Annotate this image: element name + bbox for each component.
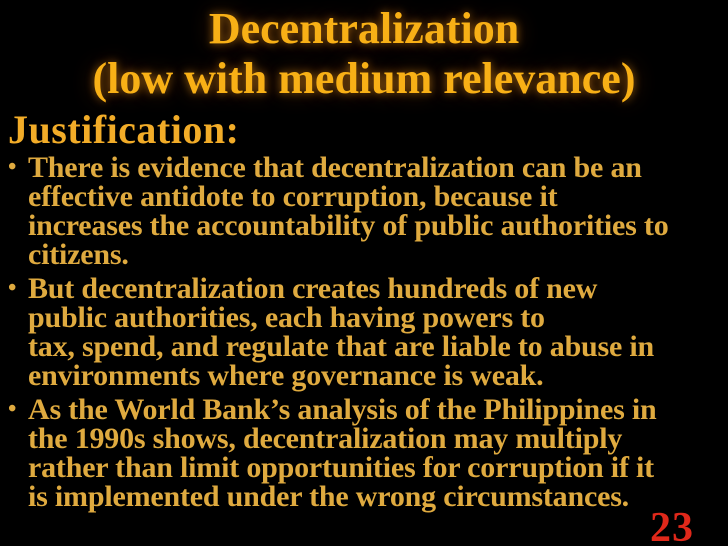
heading-justification: Justification: bbox=[8, 107, 240, 152]
bullet-text bbox=[28, 395, 728, 511]
bullet-item bbox=[0, 274, 728, 390]
bullet-line: There is evidence that decentralization can be an bbox=[28, 151, 642, 184]
bullet-line: citizens. bbox=[28, 238, 129, 271]
bullet-line: As the World Bank’s analysis of the Philippines in bbox=[28, 393, 657, 426]
bullet-line: the 1990s shows, decentralization may multiply bbox=[28, 422, 623, 455]
bullet-item bbox=[0, 153, 728, 269]
bullet-item bbox=[0, 395, 728, 511]
title-line-1: Decentralization bbox=[208, 4, 520, 53]
bullet-line: rather than limit opportunities for corruption if it bbox=[28, 451, 654, 484]
bullet-text bbox=[28, 274, 728, 390]
bullet-line: effective antidote to corruption, because it bbox=[28, 180, 558, 213]
bullet-line: is implemented under the wrong circumstances. bbox=[28, 480, 629, 513]
bullet-line: increases the accountability of public authorities to bbox=[28, 209, 669, 242]
bullet-line: tax, spend, and regulate that are liable to abuse in bbox=[28, 330, 655, 363]
bullet-line: public authorities, each having powers to bbox=[28, 301, 545, 334]
page-number: 23 bbox=[650, 505, 694, 546]
bullet-dot-icon: • bbox=[8, 396, 17, 422]
bullet-text bbox=[28, 153, 728, 269]
bullet-list bbox=[0, 153, 728, 511]
bullet-line: But decentralization creates hundreds of new bbox=[28, 272, 598, 305]
title-line-2: (low with medium relevance) bbox=[92, 54, 636, 103]
slide-title bbox=[0, 0, 728, 104]
bullet-line: environments where governance is weak. bbox=[28, 359, 544, 392]
bullet-dot-icon: • bbox=[8, 154, 17, 180]
bullet-dot-icon: • bbox=[8, 275, 17, 301]
